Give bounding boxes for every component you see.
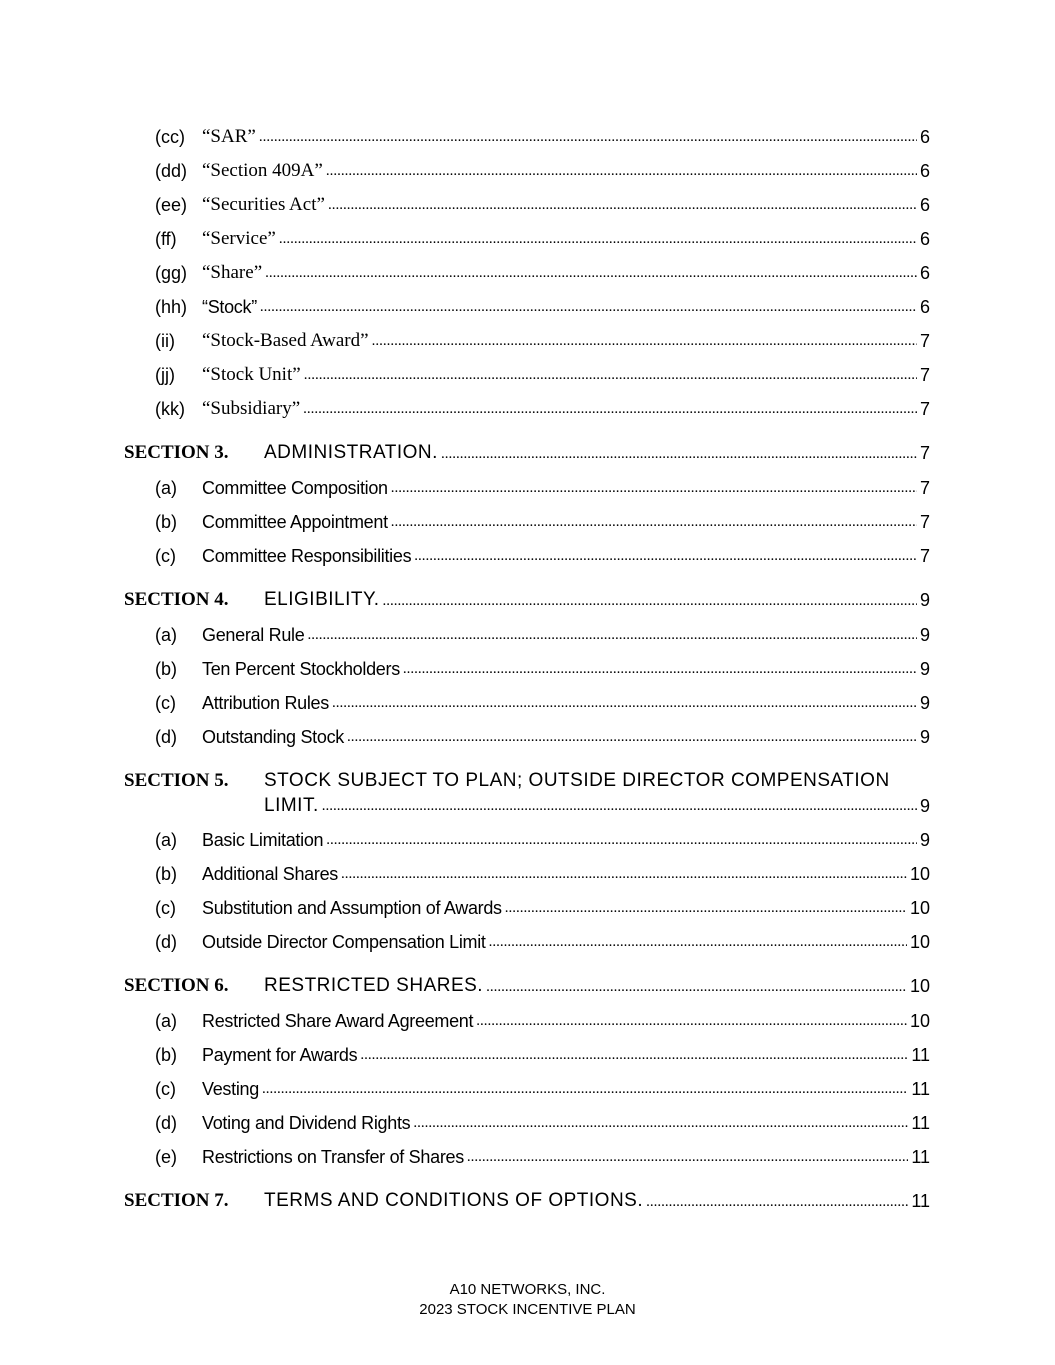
dot-leader [382, 589, 917, 613]
entry-title: Committee Composition [202, 478, 388, 498]
dot-leader [372, 329, 917, 353]
toc-entry-basic-limitation[interactable] [155, 828, 930, 852]
entry-title: “Subsidiary” [202, 398, 301, 419]
entry-title: General Rule [202, 625, 305, 645]
toc-entry-additional-shares[interactable] [155, 862, 930, 886]
entry-title: “Stock-Based Award” [202, 330, 369, 351]
toc-entry-stock[interactable] [155, 295, 930, 319]
entry-label: (b) [155, 512, 177, 532]
entry-page: 7 [919, 512, 930, 532]
entry-label: (hh) [155, 297, 188, 317]
entry-title: “Securities Act” [202, 194, 325, 215]
toc-section-7[interactable] [124, 1188, 930, 1214]
entry-page: 11 [911, 1079, 930, 1099]
entry-title: “Service” [202, 228, 276, 249]
entry-page: 7 [919, 399, 930, 419]
toc-entry-vesting[interactable] [155, 1077, 930, 1101]
entry-page: 10 [909, 864, 930, 884]
toc-entry-voting-and-dividend-rights[interactable] [155, 1111, 930, 1135]
entry-label: (a) [155, 1011, 177, 1031]
entry-label: (cc) [155, 127, 185, 147]
entry-page: 7 [919, 478, 930, 498]
toc-entry-sar[interactable] [155, 125, 930, 149]
entry-page: 7 [919, 331, 930, 351]
section-title: RESTRICTED SHARES. [264, 975, 484, 996]
entry-label: (jj) [155, 365, 175, 385]
entry-label: (kk) [155, 399, 185, 419]
entry-label: (b) [155, 1045, 177, 1065]
entry-page: 7 [919, 546, 930, 566]
entry-label: (d) [155, 932, 177, 952]
footer-company: A10 NETWORKS, INC. [449, 1281, 606, 1298]
entry-page: 9 [919, 727, 930, 747]
toc-entry-attribution-rules[interactable] [155, 691, 930, 715]
entry-page: 6 [919, 195, 930, 215]
entry-title: Substitution and Assumption of Awards [202, 898, 502, 918]
entry-title: Vesting [202, 1079, 259, 1099]
entry-label: (d) [155, 1113, 177, 1133]
toc-section-3[interactable] [124, 440, 930, 466]
entry-title: “SAR” [202, 126, 256, 147]
entry-page: 11 [911, 1147, 930, 1167]
dot-leader [391, 510, 917, 534]
entry-title: Attribution Rules [202, 693, 329, 713]
entry-label: (b) [155, 659, 177, 679]
entry-label: (a) [155, 478, 177, 498]
entry-page: 11 [911, 1113, 930, 1133]
toc-entry-payment-for-awards[interactable] [155, 1043, 930, 1067]
dot-leader [341, 862, 907, 886]
entry-label: (ff) [155, 229, 177, 249]
entry-page: 6 [919, 297, 930, 317]
entry-title: Outstanding Stock [202, 727, 344, 747]
entry-title: “Stock” [202, 297, 257, 317]
entry-title: Ten Percent Stockholders [202, 659, 400, 679]
entry-page: 11 [911, 1045, 930, 1065]
dot-leader [360, 1043, 908, 1067]
toc-entry-general-rule[interactable] [155, 623, 930, 647]
dot-leader [328, 193, 917, 217]
dot-leader [414, 544, 917, 568]
entry-label: (e) [155, 1147, 177, 1167]
entry-label: (c) [155, 1079, 176, 1099]
entry-page: 9 [919, 659, 930, 679]
section-title: ADMINISTRATION. [264, 442, 438, 463]
dot-leader [303, 397, 917, 421]
dot-leader [332, 691, 917, 715]
dot-leader [486, 975, 907, 999]
entry-label: (b) [155, 864, 177, 884]
entry-title: Payment for Awards [202, 1045, 358, 1065]
dot-leader [279, 227, 917, 251]
entry-page: 6 [919, 263, 930, 283]
toc-entry-ten-percent-stockholders[interactable] [155, 657, 930, 681]
section-page: 11 [911, 1191, 930, 1211]
toc-entry-share[interactable] [155, 261, 930, 285]
entry-page: 10 [909, 898, 930, 918]
entry-title: Basic Limitation [202, 830, 324, 850]
entry-label: (c) [155, 898, 176, 918]
entry-label: (d) [155, 727, 177, 747]
section-title-line1: STOCK SUBJECT TO PLAN; OUTSIDE DIRECTOR COMPENSATION [264, 770, 890, 791]
section-page: 10 [909, 976, 930, 996]
section-title: ELIGIBILITY. [264, 589, 380, 610]
dot-leader [467, 1145, 908, 1169]
entry-title: “Share” [202, 262, 263, 283]
toc-entry-stock-unit[interactable] [155, 363, 930, 387]
entry-page: 6 [919, 127, 930, 147]
entry-title: Voting and Dividend Rights [202, 1113, 411, 1133]
toc-entry-committee-composition[interactable] [155, 476, 930, 500]
section-label: SECTION 7. [124, 1190, 229, 1211]
section-label: SECTION 6. [124, 975, 229, 996]
dot-leader [646, 1190, 908, 1214]
entry-title: Committee Appointment [202, 512, 388, 532]
dot-leader [326, 828, 917, 852]
entry-title: “Section 409A” [202, 160, 323, 181]
dot-leader [391, 476, 917, 500]
dot-leader [441, 442, 917, 466]
toc-entry-substitution-and-assumption[interactable] [155, 896, 930, 920]
entry-page: 9 [919, 830, 930, 850]
toc-entry-outside-director-compensation-limit[interactable] [155, 930, 930, 954]
toc-entry-committee-responsibilities[interactable] [155, 544, 930, 568]
entry-title: Committee Responsibilities [202, 546, 412, 566]
dot-leader [347, 725, 917, 749]
section-page: 9 [919, 796, 930, 816]
toc-entry-securities-act[interactable] [155, 193, 930, 217]
entry-page: 9 [919, 625, 930, 645]
entry-label: (c) [155, 693, 176, 713]
entry-title: Additional Shares [202, 864, 338, 884]
entry-label: (ii) [155, 331, 175, 351]
entry-title: Restrictions on Transfer of Shares [202, 1147, 464, 1167]
entry-page: 9 [919, 693, 930, 713]
toc-section-5[interactable] [124, 768, 930, 818]
dot-leader [265, 261, 917, 285]
entry-page: 7 [919, 365, 930, 385]
section-page: 9 [919, 590, 930, 610]
toc-entry-stock-based-award[interactable] [155, 329, 930, 353]
entry-label: (dd) [155, 161, 188, 181]
dot-leader [476, 1009, 907, 1033]
section-page: 7 [919, 443, 930, 463]
entry-title: Restricted Share Award Agreement [202, 1011, 474, 1031]
toc-entry-service[interactable] [155, 227, 930, 251]
toc-entry-section-409a[interactable] [155, 159, 930, 183]
toc-entry-restrictions-on-transfer[interactable] [155, 1145, 930, 1169]
entry-page: 10 [909, 1011, 930, 1031]
dot-leader [403, 657, 917, 681]
entry-title: Outside Director Compensation Limit [202, 932, 486, 952]
section-title: TERMS AND CONDITIONS OF OPTIONS. [264, 1190, 644, 1211]
entry-label: (c) [155, 546, 176, 566]
entry-label: (a) [155, 625, 177, 645]
section-label: SECTION 3. [124, 442, 229, 463]
dot-leader [262, 1077, 908, 1101]
toc-entry-committee-appointment[interactable] [155, 510, 930, 534]
section-title-line2: LIMIT. [264, 795, 319, 816]
toc-entry-restricted-share-award-agreement[interactable] [155, 1009, 930, 1033]
dot-leader [304, 363, 917, 387]
entry-page: 6 [919, 161, 930, 181]
dot-leader [307, 623, 917, 647]
dot-leader [413, 1111, 908, 1135]
toc-section-6[interactable] [124, 973, 930, 999]
section-label: SECTION 4. [124, 589, 229, 610]
entry-page: 6 [919, 229, 930, 249]
section-label: SECTION 5. [124, 770, 229, 791]
toc-entry-outstanding-stock[interactable] [155, 725, 930, 749]
dot-leader [326, 159, 917, 183]
toc-section-4[interactable] [124, 587, 930, 613]
dot-leader [259, 125, 917, 149]
entry-title: “Stock Unit” [202, 364, 301, 385]
dot-leader [489, 930, 907, 954]
entry-label: (a) [155, 830, 177, 850]
entry-label: (gg) [155, 263, 188, 283]
toc-entry-subsidiary[interactable] [155, 397, 930, 421]
footer-plan-name: 2023 STOCK INCENTIVE PLAN [419, 1301, 636, 1318]
dot-leader [260, 295, 917, 319]
dot-leader [322, 794, 917, 818]
entry-page: 10 [909, 932, 930, 952]
dot-leader [505, 896, 907, 920]
page-footer [0, 1280, 1055, 1320]
entry-label: (ee) [155, 195, 188, 215]
